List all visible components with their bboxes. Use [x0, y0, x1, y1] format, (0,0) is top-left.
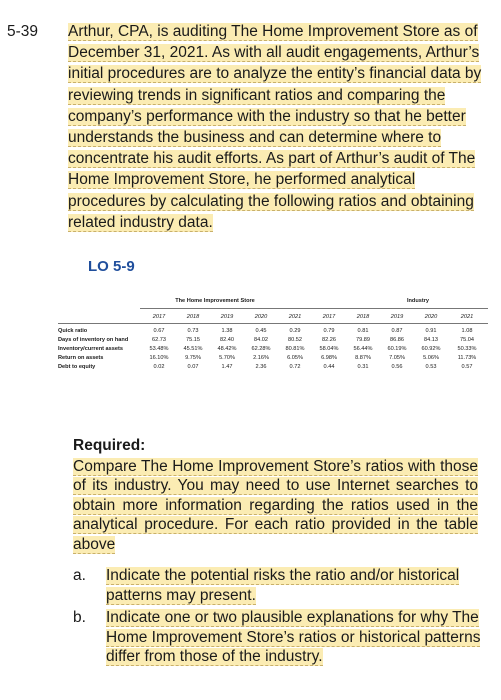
company-value-cell: 53.48%	[149, 346, 169, 352]
industry-year-header: 2019	[390, 314, 404, 320]
company-value-cell: 6.05%	[287, 355, 303, 361]
industry-year-header: 2020	[424, 314, 438, 320]
industry-value-cell: 86.86	[390, 337, 404, 343]
company-value-cell: 0.73	[187, 328, 199, 334]
company-year-header: 2018	[186, 314, 200, 320]
required-item-a	[73, 566, 483, 605]
company-value-cell: 0.45	[255, 328, 267, 334]
problem-number: 5-39	[7, 23, 39, 40]
industry-value-cell: 58.04%	[319, 346, 339, 352]
company-value-cell: 0.67	[153, 328, 165, 334]
company-value-cell: 75.15	[186, 337, 200, 343]
company-value-cell: 62.28%	[251, 346, 271, 352]
company-value-cell: 80.81%	[285, 346, 305, 352]
company-value-cell: 9.75%	[185, 355, 201, 361]
company-value-cell: 82.40	[220, 337, 234, 343]
industry-group-underline	[308, 308, 488, 309]
industry-value-cell: 84.13	[424, 337, 438, 343]
industry-value-cell: 60.19%	[387, 346, 407, 352]
required-text-highlighted: Compare The Home Improvement Store’s ratios with those of its industry. You may need to use Internet searches to obtain more information regarding the ratios used in the analytical procedure. For each ratio provided in the table above	[73, 457, 478, 553]
company-value-cell: 62.73	[152, 337, 166, 343]
company-group-underline	[140, 308, 320, 309]
industry-value-cell: 7.05%	[389, 355, 405, 361]
company-value-cell: 2.36	[255, 364, 267, 370]
company-value-cell: 0.72	[289, 364, 301, 370]
industry-year-header: 2018	[356, 314, 370, 320]
company-value-cell: 16.10%	[149, 355, 169, 361]
industry-value-cell: 60.92%	[421, 346, 441, 352]
required-section	[73, 436, 478, 555]
required-item-text: Indicate one or two plausible explanations for why The Home Improvement Store’s ratios or historical patterns differ from those of the industry.	[106, 609, 481, 666]
row-label: Return on assets	[58, 355, 104, 361]
company-value-cell: 84.02	[254, 337, 268, 343]
table-row	[58, 355, 498, 363]
company-value-cell: 1.38	[221, 328, 233, 334]
company-value-cell: 0.07	[187, 364, 199, 370]
problem-text-highlighted: Arthur, CPA, is auditing The Home Improvement Store as of December 31, 2021. As with all audit engagements, Arthur’s initial procedures are to analyze the entity’s financial data by reviewing trends in significant ratios and comparing the company’s performance with the industry so that he better understands the business and can determine where to concentrate his audit efforts. As part of Arthur’s audit of The Home Improvement Store, he performed analytical procedures by calculating the following ratios and obtaining related industry data.	[68, 23, 482, 231]
industry-value-cell: 0.91	[425, 328, 437, 334]
company-value-cell: 45.51%	[183, 346, 203, 352]
industry-year-header: 2017	[322, 314, 336, 320]
industry-value-cell: 0.79	[323, 328, 335, 334]
required-items	[73, 566, 483, 670]
required-text	[73, 457, 478, 555]
company-value-cell: 0.02	[153, 364, 165, 370]
company-year-header: 2021	[288, 314, 302, 320]
required-item-marker: a.	[73, 567, 86, 584]
industry-value-cell: 56.44%	[353, 346, 373, 352]
row-label: Days of inventory on hand	[58, 337, 129, 343]
company-value-cell: 2.16%	[253, 355, 269, 361]
row-label: Quick ratio	[58, 328, 88, 334]
industry-year-header: 2021	[460, 314, 474, 320]
row-label: Inventory/current assets	[58, 346, 123, 352]
required-item-b	[73, 608, 483, 667]
industry-value-cell: 0.81	[357, 328, 369, 334]
industry-value-cell: 82.26	[322, 337, 336, 343]
industry-value-cell: 8.87%	[355, 355, 371, 361]
company-year-header: 2017	[152, 314, 166, 320]
learning-objective: LO 5-9	[88, 258, 135, 275]
industry-value-cell: 1.08	[461, 328, 473, 334]
table-header-rule	[58, 323, 488, 324]
industry-value-cell: 0.57	[461, 364, 473, 370]
table-row	[58, 364, 498, 372]
company-group-title: The Home Improvement Store	[175, 298, 255, 304]
required-item-text: Indicate the potential risks the ratio and/or historical patterns may present.	[106, 567, 460, 604]
required-item-marker: b.	[73, 609, 86, 627]
table-row	[58, 346, 498, 354]
industry-value-cell: 79.89	[356, 337, 370, 343]
company-value-cell: 48.42%	[217, 346, 237, 352]
company-value-cell: 0.29	[289, 328, 301, 334]
industry-group-title: Industry	[406, 298, 430, 304]
table-row	[58, 337, 498, 345]
industry-value-cell: 0.87	[391, 328, 403, 334]
company-value-cell: 5.70%	[219, 355, 235, 361]
company-value-cell: 1.47	[221, 364, 233, 370]
industry-value-cell: 11.73%	[457, 355, 477, 361]
industry-value-cell: 0.56	[391, 364, 403, 370]
industry-value-cell: 0.31	[357, 364, 369, 370]
company-year-header: 2020	[254, 314, 268, 320]
problem-text	[68, 21, 488, 233]
industry-value-cell: 50.33%	[457, 346, 477, 352]
industry-value-cell: 0.53	[425, 364, 437, 370]
company-year-header: 2019	[220, 314, 234, 320]
industry-value-cell: 0.44	[323, 364, 335, 370]
industry-value-cell: 5.06%	[423, 355, 439, 361]
ratio-table	[58, 298, 498, 394]
table-row	[58, 328, 498, 336]
row-label: Debt to equity	[58, 364, 96, 370]
company-value-cell: 80.52	[288, 337, 302, 343]
industry-value-cell: 6.98%	[321, 355, 337, 361]
industry-value-cell: 75.04	[460, 337, 474, 343]
required-heading: Required:	[73, 437, 146, 454]
